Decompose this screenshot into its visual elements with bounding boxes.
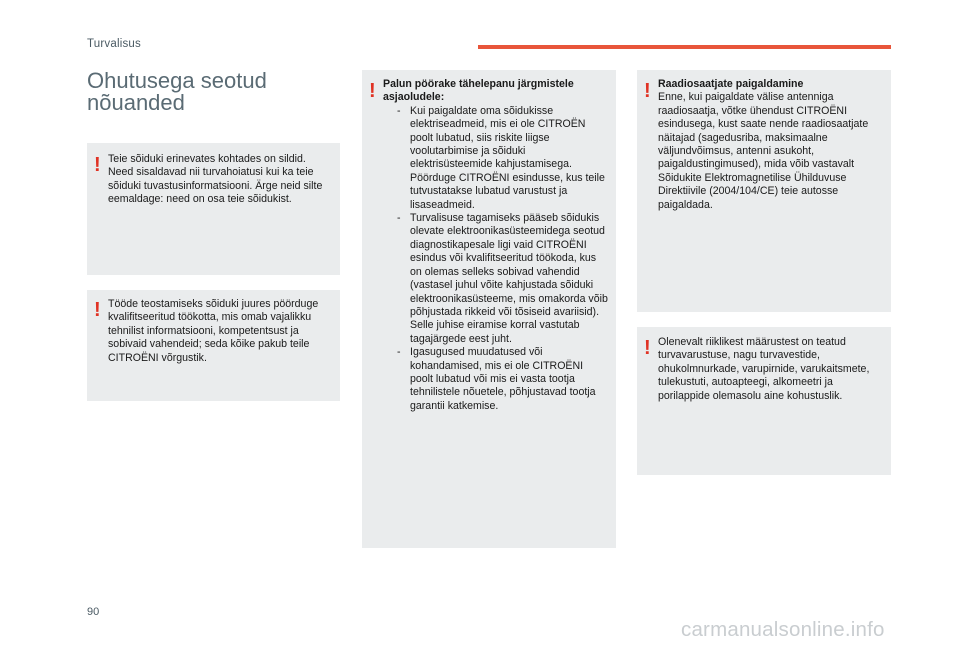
warning-icon: ! bbox=[369, 80, 376, 102]
warning-box-radio bbox=[637, 70, 891, 312]
watermark: carmanualsonline.info bbox=[681, 618, 885, 641]
warning-icon: ! bbox=[94, 154, 101, 176]
warning-text-labels: Teie sõiduki erinevates kohtades on sildid. Need sisaldavad nii turvahoiatusi kui ka teie sõiduki tuvastusinformatsiooni. Ärge neid silte eemaldage: need on osa teie sõidukist. bbox=[108, 153, 323, 206]
accent-bar bbox=[478, 45, 891, 49]
page-number: 90 bbox=[87, 606, 100, 618]
warning-icon: ! bbox=[644, 337, 651, 359]
radio-heading: Raadiosaatjate paigaldamine bbox=[658, 78, 804, 90]
list-item-text: Kui paigaldate oma sõidukisse elektriseadmeid, mis ei ole CITROËN poolt lubatud, siis riskite liigse voolutarbimise ja sõiduki elektrisüsteemide kahjustamisega. Pöörduge CITROËNI esindusse, kus teile tutvustatakse lubatud varustust ja lisaseadmeid. bbox=[410, 104, 605, 211]
list-item bbox=[383, 105, 608, 212]
warning-icon: ! bbox=[644, 80, 651, 102]
attention-heading: Palun pöörake tähelepanu järgmistele asjaoludele: bbox=[383, 78, 574, 104]
list-item-text: Igasugused muudatused või kohandamised, mis ei ole CITROËNI poolt lubatud või mis ei vasta tootja tehnilistele nõuetele, põhjustavad tootja garantii katkemise. bbox=[410, 346, 596, 412]
equipment-text: Olenevalt riiklikest määrustest on teatud turvavarustuse, nagu turvavestide, ohukolmnurkade, varupirnide, varukaitsmete, tulekustuti, autoapteegi, alkomeetri ja porilappide olemasolu aine kohustuslik. bbox=[658, 336, 870, 402]
warning-icon: ! bbox=[94, 299, 101, 321]
list-item bbox=[383, 346, 608, 413]
list-dash: - bbox=[397, 346, 401, 359]
warning-text-workshop: Tööde teostamiseks sõiduki juures pöörduge kvalifitseeritud töökotta, mis omab vajalikku tehnilist informatsiooni, kompetentsust ja sobivaid vahendeid; seda kõike pakub teile CITROËNI võrgustik. bbox=[108, 298, 319, 364]
list-dash: - bbox=[397, 104, 401, 117]
warning-box-labels bbox=[87, 143, 340, 275]
warning-box-equipment bbox=[637, 327, 891, 475]
section-label: Turvalisus bbox=[87, 38, 141, 50]
list-item-text: Turvalisuse tagamiseks pääseb sõidukis olevate elektroonikasüsteemidega seotud diagnostikapesale ligi vaid CITROËNI esindus või kvalifitseeritud töökoda, kus on olemas selleks sobivad vahendid (vastasel juhul võite kahjustada sõiduki elektroonikasüsteeme, mis omakorda võib põhjustada rikkeid või tõsiseid avariisid). Selle juhise eiramise korral vastutab tagajärgede eest juht. bbox=[410, 212, 608, 345]
attention-list bbox=[383, 105, 608, 413]
warning-box-workshop bbox=[87, 290, 340, 401]
list-item bbox=[383, 212, 608, 346]
radio-text: Enne, kui paigaldate välise antenniga raadiosaatja, võtke ühendust CITROËNI esindusega, kust saate nende raadiosaatjate näitajad (sagedusriba, maksimaalne väljundvõimsus, antenni asukoht, paigaldustingimused), mida võib vastavalt Sõidukite Elektromagnetilise Ühilduvuse Direktiivile (2004/104/CE) teie autosse paigaldada. bbox=[658, 91, 869, 211]
page-title: Ohutusega seotud nõuanded bbox=[87, 68, 267, 115]
list-dash: - bbox=[397, 212, 401, 225]
warning-box-attention bbox=[362, 70, 616, 548]
